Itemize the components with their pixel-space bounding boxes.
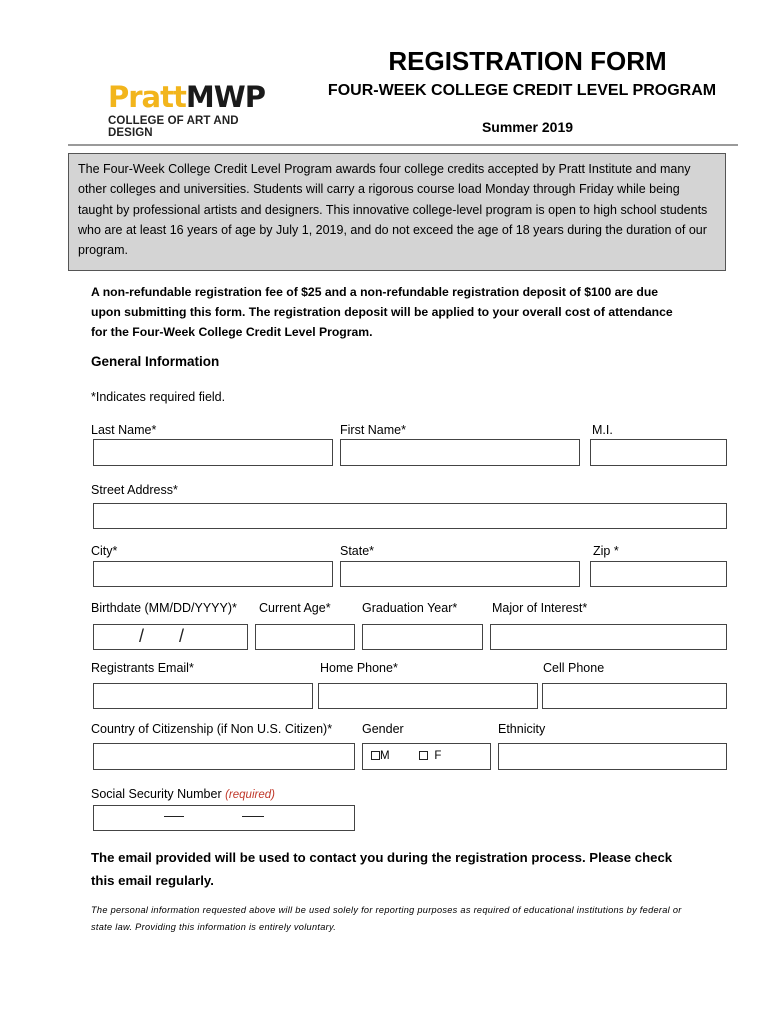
gender-m-label: M — [380, 750, 390, 762]
age-label: Current Age* — [259, 601, 331, 615]
logo-pratt: Pratt — [108, 80, 186, 114]
pratt-mwp-logo — [108, 82, 278, 139]
last-name-label: Last Name* — [91, 423, 157, 437]
date-separator-1: / — [139, 626, 145, 646]
last-name-field[interactable] — [93, 439, 333, 466]
grad-year-label: Graduation Year* — [362, 601, 458, 615]
city-field[interactable] — [93, 561, 333, 587]
country-label: Country of Citizenship (if Non U.S. Citizen)* — [91, 722, 333, 736]
zip-label: Zip * — [593, 544, 619, 558]
cell-phone-label: Cell Phone — [543, 661, 605, 675]
form-title: REGISTRATION FORM — [388, 46, 667, 76]
ssn-dash-1 — [164, 816, 184, 817]
grad-year-field[interactable] — [362, 624, 483, 650]
gender-f-label: F — [434, 750, 442, 762]
ethnicity-field[interactable] — [498, 743, 727, 770]
program-description: The Four-Week College Credit Level Program awards four college credits accepted by Pratt Institute and many other colleges and universities. Students will carry a rigorous course load Monday through Friday while being taught by professional artists and designers. This innovative college-level program is open to high school students who are at least 16 years of age by July 1, 2019, and do not exceed the age of 18 years during the duration of our program. — [68, 153, 726, 271]
logo-mwp: MWP — [185, 80, 265, 114]
birthdate-field[interactable] — [93, 624, 248, 650]
email-field[interactable] — [93, 683, 313, 709]
age-field[interactable] — [255, 624, 355, 650]
city-label: City* — [91, 544, 118, 558]
first-name-field[interactable] — [340, 439, 580, 466]
home-phone-label: Home Phone* — [320, 661, 398, 675]
major-field[interactable] — [490, 624, 727, 650]
privacy-disclaimer: The personal information requested above will be used solely for reporting purposes as required of educational institutions by federal or state law. Providing this information is entirely voluntary. — [91, 905, 682, 932]
zip-field[interactable] — [590, 561, 727, 587]
ssn-field[interactable] — [93, 805, 355, 831]
gender-option-f[interactable] — [419, 750, 441, 762]
gender-group — [362, 743, 491, 770]
ethnicity-label: Ethnicity — [498, 722, 546, 736]
logo-wordmark — [108, 82, 278, 112]
gender-option-m[interactable] — [371, 750, 390, 762]
gender-f-checkbox[interactable] — [419, 751, 428, 760]
first-name-label: First Name* — [340, 423, 406, 437]
cell-phone-field[interactable] — [542, 683, 727, 709]
required-note: *Indicates required field. — [91, 390, 226, 404]
state-label: State* — [340, 544, 375, 558]
date-separator-2: / — [179, 626, 185, 646]
country-field[interactable] — [93, 743, 355, 770]
gender-m-checkbox[interactable] — [371, 751, 380, 760]
mi-label: M.I. — [592, 423, 613, 437]
gender-label: Gender — [362, 722, 404, 736]
home-phone-field[interactable] — [318, 683, 538, 709]
state-field[interactable] — [340, 561, 580, 587]
header-divider — [68, 144, 738, 146]
program-title: FOUR-WEEK COLLEGE CREDIT LEVEL PROGRAM — [327, 82, 717, 99]
ssn-dash-2 — [242, 816, 264, 817]
ssn-label-text: Social Security Number — [91, 787, 222, 801]
email-notice: The email provided will be used to contact you during the registration process. Please check this email regularly. — [91, 850, 673, 888]
logo-subtitle: COLLEGE OF ART AND DESIGN — [108, 115, 239, 139]
ssn-required-note: (required) — [225, 789, 275, 801]
major-label: Major of Interest* — [492, 601, 588, 615]
street-field[interactable] — [93, 503, 727, 529]
fee-notice: A non-refundable registration fee of $25 and a non-refundable registration deposit of $100 are due upon submitting this form. The registration deposit will be applied to your overall cost of attendance for the Four-Week College Credit Level Program. — [91, 285, 673, 339]
general-info-heading: General Information — [91, 354, 220, 369]
season-label: Summer 2019 — [481, 119, 574, 135]
email-label: Registrants Email* — [91, 661, 194, 675]
street-label: Street Address* — [91, 483, 178, 497]
birthdate-label: Birthdate (MM/DD/YYYY)* — [91, 601, 237, 615]
mi-field[interactable] — [590, 439, 727, 466]
ssn-label — [91, 787, 275, 801]
